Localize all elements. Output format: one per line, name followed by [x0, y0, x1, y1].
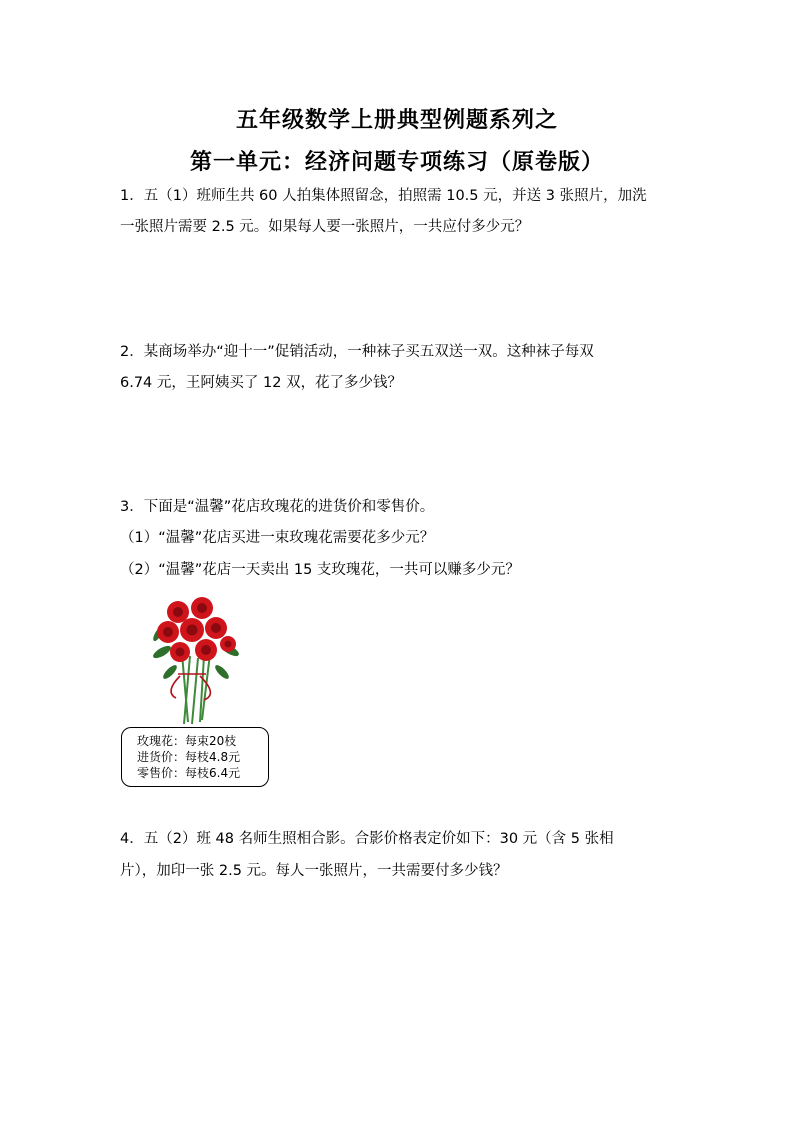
rose-stems [182, 654, 210, 724]
rose-bundle-info: 玫瑰花：每束20枝 [137, 734, 237, 748]
question-1-line-2: 一张照片需要 2.5 元。如果每人要一张照片，一共应付多少元？ [120, 219, 530, 235]
question-4-line-2: 片），加印一张 2.5 元。每人一张照片，一共需要付多少钱？ [120, 863, 508, 879]
rose-price-box [121, 727, 269, 787]
question-2-line-1: 2．某商场举办“迎十一”促销活动，一种袜子买五双送一双。这种袜子每双 [120, 344, 594, 360]
rose-purchase-price: 进货价：每枝4.8元 [137, 750, 241, 764]
question-2-line-2: 6.74 元，王阿姨买了 12 双，花了多少钱？ [120, 375, 403, 391]
question-1-line-1: 1．五（1）班师生共 60 人拍集体照留念，拍照需 10.5 元，并送 3 张照片，加洗 [120, 188, 647, 204]
question-3-sub-2: （2）“温馨”花店一天卖出 15 支玫瑰花，一共可以赚多少元？ [120, 562, 520, 578]
page-title: 五年级数学上册典型例题系列之 [235, 108, 558, 133]
question-3-line-1: 3．下面是“温馨”花店玫瑰花的进货价和零售价。 [120, 499, 435, 515]
rose-retail-price: 零售价：每枝6.4元 [137, 766, 241, 780]
page-subtitle: 第一单元：经济问题专项练习（原卷版） [189, 150, 604, 175]
question-3-sub-1: （1）“温馨”花店买进一束玫瑰花需要花多少元？ [120, 530, 435, 546]
rose-heads [157, 597, 236, 662]
question-4-line-1: 4．五（2）班 48 名师生照相合影。合影价格表定价如下：30 元（含 5 张相 [120, 831, 614, 847]
rose-bouquet-image [140, 594, 250, 726]
